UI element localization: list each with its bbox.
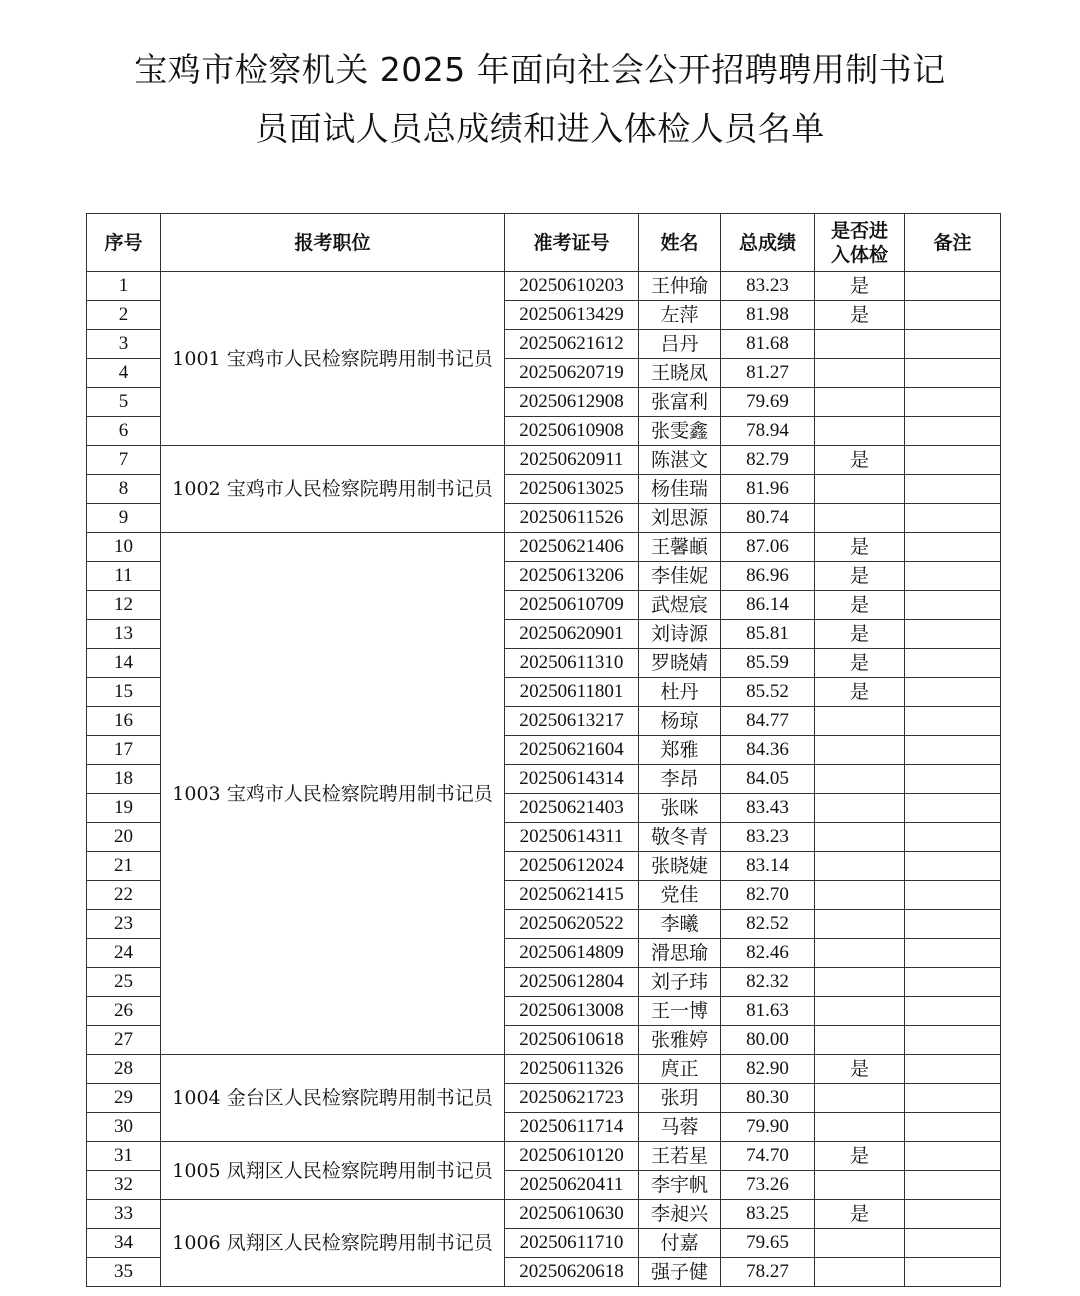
score-cell: 79.65 [721, 1229, 815, 1258]
checkup-cell [815, 359, 905, 388]
name-cell: 杜丹 [639, 678, 721, 707]
score-cell: 81.96 [721, 475, 815, 504]
checkup-cell [815, 1084, 905, 1113]
ticket-number-cell: 20250620901 [505, 620, 639, 649]
remark-cell [905, 997, 1001, 1026]
table-row [87, 1142, 1001, 1171]
remark-cell [905, 475, 1001, 504]
score-cell: 83.25 [721, 1200, 815, 1229]
score-cell: 84.36 [721, 736, 815, 765]
name-cell: 李曦 [639, 910, 721, 939]
title-line-1: 宝鸡市检察机关 2025 年面向社会公开招聘聘用制书记 [134, 50, 946, 89]
remark-cell [905, 1026, 1001, 1055]
ticket-number-cell: 20250621723 [505, 1084, 639, 1113]
score-cell: 82.46 [721, 939, 815, 968]
name-cell: 滑思瑜 [639, 939, 721, 968]
position-cell: 1006 凤翔区人民检察院聘用制书记员 [161, 1200, 505, 1287]
seq-cell: 14 [87, 649, 161, 678]
table-row [87, 533, 1001, 562]
name-cell: 张雅婷 [639, 1026, 721, 1055]
seq-cell: 24 [87, 939, 161, 968]
ticket-number-cell: 20250621612 [505, 330, 639, 359]
seq-cell: 9 [87, 504, 161, 533]
checkup-cell: 是 [815, 1200, 905, 1229]
score-cell: 83.23 [721, 823, 815, 852]
ticket-number-cell: 20250613429 [505, 301, 639, 330]
table-header [87, 214, 1001, 272]
ticket-number-cell: 20250611310 [505, 649, 639, 678]
score-cell: 84.77 [721, 707, 815, 736]
name-cell: 杨琼 [639, 707, 721, 736]
remark-cell [905, 272, 1001, 301]
seq-cell: 27 [87, 1026, 161, 1055]
header-ticket: 准考证号 [505, 214, 639, 272]
table-row [87, 1200, 1001, 1229]
seq-cell: 1 [87, 272, 161, 301]
name-cell: 敬冬青 [639, 823, 721, 852]
header-remark: 备注 [905, 214, 1001, 272]
ticket-number-cell: 20250610120 [505, 1142, 639, 1171]
name-cell: 李昶兴 [639, 1200, 721, 1229]
score-cell: 81.63 [721, 997, 815, 1026]
remark-cell [905, 562, 1001, 591]
name-cell: 庹正 [639, 1055, 721, 1084]
remark-cell [905, 359, 1001, 388]
remark-cell [905, 330, 1001, 359]
seq-cell: 20 [87, 823, 161, 852]
score-cell: 79.90 [721, 1113, 815, 1142]
ticket-number-cell: 20250621604 [505, 736, 639, 765]
checkup-cell [815, 939, 905, 968]
score-cell: 85.52 [721, 678, 815, 707]
seq-cell: 33 [87, 1200, 161, 1229]
remark-cell [905, 1258, 1001, 1287]
ticket-number-cell: 20250613206 [505, 562, 639, 591]
seq-cell: 34 [87, 1229, 161, 1258]
score-cell: 86.14 [721, 591, 815, 620]
checkup-cell [815, 388, 905, 417]
seq-cell: 22 [87, 881, 161, 910]
name-cell: 马蓉 [639, 1113, 721, 1142]
header-checkup-label: 是否进入体检 [830, 219, 888, 266]
remark-cell [905, 968, 1001, 997]
seq-cell: 26 [87, 997, 161, 1026]
remark-cell [905, 388, 1001, 417]
score-cell: 81.68 [721, 330, 815, 359]
remark-cell [905, 1113, 1001, 1142]
seq-cell: 2 [87, 301, 161, 330]
checkup-cell [815, 910, 905, 939]
table-row [87, 272, 1001, 301]
seq-cell: 7 [87, 446, 161, 475]
position-cell: 1005 凤翔区人民检察院聘用制书记员 [161, 1142, 505, 1200]
seq-cell: 28 [87, 1055, 161, 1084]
remark-cell [905, 852, 1001, 881]
seq-cell: 10 [87, 533, 161, 562]
name-cell: 党佳 [639, 881, 721, 910]
remark-cell [905, 1171, 1001, 1200]
checkup-cell: 是 [815, 562, 905, 591]
position-cell: 1002 宝鸡市人民检察院聘用制书记员 [161, 446, 505, 533]
name-cell: 强子健 [639, 1258, 721, 1287]
ticket-number-cell: 20250610630 [505, 1200, 639, 1229]
checkup-cell [815, 1258, 905, 1287]
score-cell: 73.26 [721, 1171, 815, 1200]
seq-cell: 8 [87, 475, 161, 504]
remark-cell [905, 301, 1001, 330]
seq-cell: 29 [87, 1084, 161, 1113]
checkup-cell [815, 330, 905, 359]
ticket-number-cell: 20250611326 [505, 1055, 639, 1084]
position-cell: 1003 宝鸡市人民检察院聘用制书记员 [161, 533, 505, 1055]
name-cell: 李昂 [639, 765, 721, 794]
name-cell: 吕丹 [639, 330, 721, 359]
remark-cell [905, 823, 1001, 852]
score-cell: 80.74 [721, 504, 815, 533]
checkup-cell [815, 736, 905, 765]
ticket-number-cell: 20250611801 [505, 678, 639, 707]
name-cell: 王若星 [639, 1142, 721, 1171]
ticket-number-cell: 20250610908 [505, 417, 639, 446]
remark-cell [905, 1200, 1001, 1229]
score-cell: 82.70 [721, 881, 815, 910]
name-cell: 杨佳瑞 [639, 475, 721, 504]
ticket-number-cell: 20250611710 [505, 1229, 639, 1258]
score-cell: 84.05 [721, 765, 815, 794]
remark-cell [905, 504, 1001, 533]
name-cell: 李宇帆 [639, 1171, 721, 1200]
checkup-cell [815, 417, 905, 446]
remark-cell [905, 446, 1001, 475]
name-cell: 张富利 [639, 388, 721, 417]
ticket-number-cell: 20250620719 [505, 359, 639, 388]
score-cell: 74.70 [721, 1142, 815, 1171]
name-cell: 王仲瑜 [639, 272, 721, 301]
seq-cell: 21 [87, 852, 161, 881]
remark-cell [905, 620, 1001, 649]
checkup-cell [815, 794, 905, 823]
checkup-cell [815, 968, 905, 997]
remark-cell [905, 1055, 1001, 1084]
name-cell: 张咪 [639, 794, 721, 823]
seq-cell: 19 [87, 794, 161, 823]
ticket-number-cell: 20250620911 [505, 446, 639, 475]
position-cell: 1004 金台区人民检察院聘用制书记员 [161, 1055, 505, 1142]
name-cell: 王晓凤 [639, 359, 721, 388]
score-cell: 81.98 [721, 301, 815, 330]
seq-cell: 4 [87, 359, 161, 388]
checkup-cell: 是 [815, 301, 905, 330]
remark-cell [905, 1084, 1001, 1113]
name-cell: 张雯鑫 [639, 417, 721, 446]
checkup-cell [815, 1113, 905, 1142]
results-table [86, 213, 1001, 1287]
score-cell: 83.43 [721, 794, 815, 823]
score-cell: 87.06 [721, 533, 815, 562]
ticket-number-cell: 20250621403 [505, 794, 639, 823]
remark-cell [905, 881, 1001, 910]
ticket-number-cell: 20250613025 [505, 475, 639, 504]
name-cell: 付嘉 [639, 1229, 721, 1258]
ticket-number-cell: 20250620522 [505, 910, 639, 939]
header-checkup [815, 214, 905, 272]
checkup-cell [815, 475, 905, 504]
table-row [87, 1055, 1001, 1084]
remark-cell [905, 707, 1001, 736]
score-cell: 80.00 [721, 1026, 815, 1055]
ticket-number-cell: 20250611714 [505, 1113, 639, 1142]
position-cell: 1001 宝鸡市人民检察院聘用制书记员 [161, 272, 505, 446]
score-cell: 82.32 [721, 968, 815, 997]
name-cell: 刘子玮 [639, 968, 721, 997]
checkup-cell: 是 [815, 591, 905, 620]
ticket-number-cell: 20250612024 [505, 852, 639, 881]
seq-cell: 13 [87, 620, 161, 649]
remark-cell [905, 794, 1001, 823]
title-line-2: 员面试人员总成绩和进入体检人员名单 [255, 109, 825, 148]
remark-cell [905, 649, 1001, 678]
score-cell: 82.90 [721, 1055, 815, 1084]
checkup-cell: 是 [815, 620, 905, 649]
remark-cell [905, 1142, 1001, 1171]
name-cell: 郑雅 [639, 736, 721, 765]
checkup-cell [815, 1026, 905, 1055]
name-cell: 刘诗源 [639, 620, 721, 649]
ticket-number-cell: 20250614314 [505, 765, 639, 794]
ticket-number-cell: 20250620618 [505, 1258, 639, 1287]
score-cell: 78.27 [721, 1258, 815, 1287]
checkup-cell [815, 765, 905, 794]
checkup-cell: 是 [815, 649, 905, 678]
seq-cell: 12 [87, 591, 161, 620]
checkup-cell [815, 504, 905, 533]
checkup-cell [815, 823, 905, 852]
seq-cell: 15 [87, 678, 161, 707]
checkup-cell: 是 [815, 678, 905, 707]
ticket-number-cell: 20250621415 [505, 881, 639, 910]
score-cell: 85.81 [721, 620, 815, 649]
name-cell: 陈湛文 [639, 446, 721, 475]
seq-cell: 31 [87, 1142, 161, 1171]
score-cell: 85.59 [721, 649, 815, 678]
score-cell: 78.94 [721, 417, 815, 446]
name-cell: 王一博 [639, 997, 721, 1026]
score-cell: 82.79 [721, 446, 815, 475]
score-cell: 81.27 [721, 359, 815, 388]
remark-cell [905, 533, 1001, 562]
seq-cell: 16 [87, 707, 161, 736]
score-cell: 83.14 [721, 852, 815, 881]
ticket-number-cell: 20250610203 [505, 272, 639, 301]
seq-cell: 11 [87, 562, 161, 591]
ticket-number-cell: 20250613217 [505, 707, 639, 736]
remark-cell [905, 736, 1001, 765]
ticket-number-cell: 20250614311 [505, 823, 639, 852]
document-title [0, 40, 1080, 158]
name-cell: 刘思源 [639, 504, 721, 533]
remark-cell [905, 1229, 1001, 1258]
remark-cell [905, 678, 1001, 707]
table-row [87, 446, 1001, 475]
ticket-number-cell: 20250613008 [505, 997, 639, 1026]
remark-cell [905, 765, 1001, 794]
name-cell: 张玥 [639, 1084, 721, 1113]
checkup-cell: 是 [815, 533, 905, 562]
name-cell: 王馨頔 [639, 533, 721, 562]
header-row [87, 214, 1001, 272]
seq-cell: 35 [87, 1258, 161, 1287]
score-cell: 80.30 [721, 1084, 815, 1113]
ticket-number-cell: 20250610618 [505, 1026, 639, 1055]
checkup-cell: 是 [815, 272, 905, 301]
ticket-number-cell: 20250621406 [505, 533, 639, 562]
remark-cell [905, 910, 1001, 939]
score-cell: 79.69 [721, 388, 815, 417]
checkup-cell [815, 997, 905, 1026]
name-cell: 武煜宸 [639, 591, 721, 620]
remark-cell [905, 417, 1001, 446]
score-cell: 82.52 [721, 910, 815, 939]
name-cell: 李佳妮 [639, 562, 721, 591]
seq-cell: 25 [87, 968, 161, 997]
seq-cell: 17 [87, 736, 161, 765]
header-position: 报考职位 [161, 214, 505, 272]
ticket-number-cell: 20250610709 [505, 591, 639, 620]
checkup-cell: 是 [815, 1142, 905, 1171]
header-seq: 序号 [87, 214, 161, 272]
header-name: 姓名 [639, 214, 721, 272]
seq-cell: 32 [87, 1171, 161, 1200]
name-cell: 左萍 [639, 301, 721, 330]
seq-cell: 5 [87, 388, 161, 417]
remark-cell [905, 939, 1001, 968]
ticket-number-cell: 20250611526 [505, 504, 639, 533]
checkup-cell [815, 881, 905, 910]
seq-cell: 30 [87, 1113, 161, 1142]
seq-cell: 18 [87, 765, 161, 794]
checkup-cell [815, 1171, 905, 1200]
seq-cell: 23 [87, 910, 161, 939]
ticket-number-cell: 20250612804 [505, 968, 639, 997]
checkup-cell [815, 852, 905, 881]
checkup-cell: 是 [815, 1055, 905, 1084]
ticket-number-cell: 20250612908 [505, 388, 639, 417]
ticket-number-cell: 20250614809 [505, 939, 639, 968]
name-cell: 张晓婕 [639, 852, 721, 881]
checkup-cell [815, 707, 905, 736]
checkup-cell [815, 1229, 905, 1258]
score-cell: 83.23 [721, 272, 815, 301]
seq-cell: 6 [87, 417, 161, 446]
name-cell: 罗晓婧 [639, 649, 721, 678]
table-body [87, 272, 1001, 1287]
remark-cell [905, 591, 1001, 620]
checkup-cell: 是 [815, 446, 905, 475]
seq-cell: 3 [87, 330, 161, 359]
score-cell: 86.96 [721, 562, 815, 591]
header-score: 总成绩 [721, 214, 815, 272]
ticket-number-cell: 20250620411 [505, 1171, 639, 1200]
